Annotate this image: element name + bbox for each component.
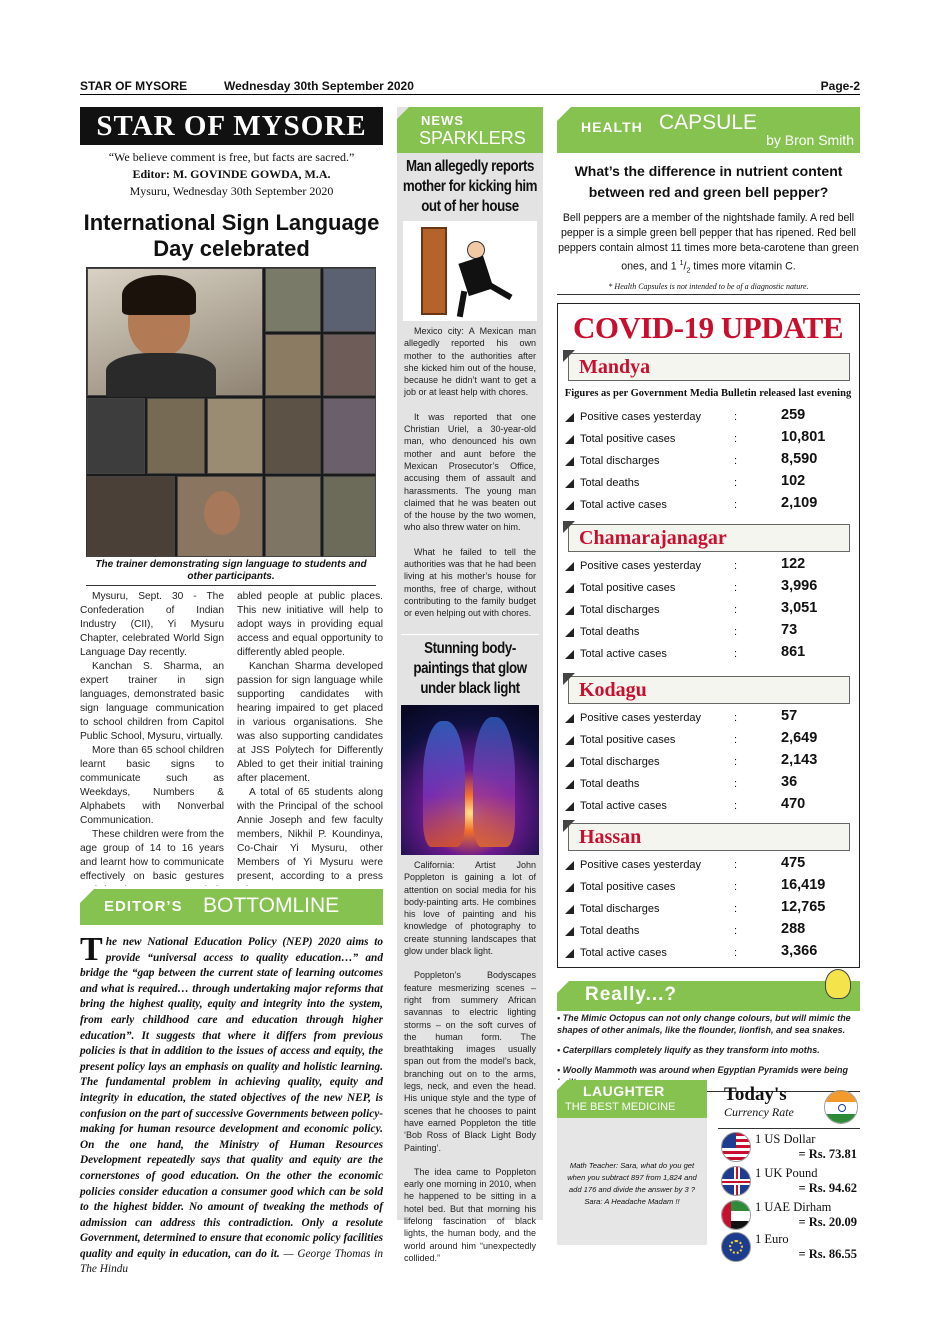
stat-label: Total active cases	[580, 648, 667, 660]
triangle-bullet-icon	[565, 905, 574, 914]
stat-colon: :	[734, 756, 738, 768]
covid-stat-row	[563, 796, 853, 818]
photo-tile	[265, 268, 321, 332]
covid-stat-row	[563, 877, 853, 899]
stat-label: Total positive cases	[580, 734, 676, 746]
really-header	[557, 981, 860, 1011]
covid-stat-row	[563, 495, 853, 517]
sparklers-label-2: SPARKLERS	[419, 128, 526, 148]
editorial-label-2: BOTTOMLINE	[203, 894, 340, 917]
covid-stat-row	[563, 600, 853, 622]
dateline: Mysuru, Wednesday 30th September 2020	[129, 184, 334, 198]
covid-stat-row	[563, 855, 853, 877]
sparklers-story2-text	[404, 859, 536, 1276]
triangle-bullet-icon	[565, 714, 574, 723]
eu-flag-icon	[721, 1232, 751, 1262]
triangle-bullet-icon	[565, 780, 574, 789]
covid-source: Figures as per Government Media Bulletin released last evening	[564, 388, 852, 399]
triangle-bullet-icon	[565, 457, 574, 466]
health-question: What’s the difference in nutrient content between red and green bell pepper?	[574, 163, 843, 200]
photo-tile	[265, 476, 321, 557]
stat-value: 16,419	[781, 877, 826, 893]
joke	[565, 1160, 699, 1208]
stat-colon: :	[734, 734, 738, 746]
stat-value: 861	[781, 644, 806, 660]
editorial-text	[80, 931, 383, 1278]
story-paragraph: abled people at public places. This new initiative will help to adopt ways in providing equal access and equal opportunity to differently abled people.	[237, 591, 383, 658]
triangle-bullet-icon	[565, 628, 574, 637]
us-flag-icon	[721, 1132, 751, 1162]
triangle-bullet-icon	[565, 949, 574, 958]
stat-colon: :	[734, 881, 738, 893]
stat-colon: :	[734, 925, 738, 937]
really-title: Really...?	[585, 984, 678, 1005]
main-headline: International Sign Language Day celebrated	[83, 210, 380, 261]
story-paragraph: A total of 65 students along with the Principal of the school Annie Joseph and few faculty members, Nikhil P. Koundinya, Co-Chair Yi Mysuru, other Members of Yi Mysuru were present, according to a press	[237, 787, 383, 882]
stat-colon: :	[734, 433, 738, 445]
triangle-bullet-icon	[565, 802, 574, 811]
stat-value: 36	[781, 774, 798, 790]
editorial-label-1: EDITOR’S	[104, 898, 183, 915]
stat-label: Positive cases yesterday	[580, 712, 702, 724]
editorial-source: — George Thomas in The Hindu	[80, 1247, 383, 1276]
masthead-block	[80, 149, 383, 200]
sparklers-story2-headline: Stunning body-paintings that glow under black light	[413, 640, 527, 697]
photo-tile	[147, 398, 205, 474]
stat-label: Positive cases yesterday	[580, 560, 702, 572]
editorial-dropcap: T	[80, 931, 103, 968]
district-heading: Kodagu	[568, 676, 850, 704]
stat-value: 12,765	[781, 899, 826, 915]
health-note: * Health Capsules is not intended to be of a diagnostic nature.	[557, 282, 860, 295]
covid-stat-row	[563, 774, 853, 796]
news-sparklers-column	[397, 107, 543, 1263]
stat-label: Total deaths	[580, 626, 640, 638]
story-column-2	[237, 590, 383, 886]
editorial-body: he new National Education Policy (NEP) 2020 aims to provide “universal access to quality education…” and bridge the “gap between the current state of learning outcomes and what is required… through undertaking major reforms that bring the highest quality, equity and integrity into the system, from early childhood care and education through higher education”. It suggests that where it differs from previous policies is that in addition to the issues of access and equity, the present policy lays an emphasis on quality and holistic learning. The fundamental problem in achieving quality, equity and integrity in education, the stated objectives of the new NEP, is confusion on the part of successive Governments between policy-making for human resource development and economic policy. On the one hand, the Ministry of Human Resources Development repeatedly says that quality and equity are the cornerstones of good education. On the other the economic policies consider education a consumer good which can be sold to the highest bidder. No amount of tweaking the methods of admission can address this contradiction. Only a resolute Government, determined to ensure that economic policy facilities quality and equity in education, can do it.	[80, 936, 383, 1260]
fact-item: • The Mimic Octopus can not only change colours, but will mimic the shapes of other animals, like the flounder, lionfish, and sea snakes.	[557, 1013, 851, 1035]
stat-value: 8,590	[781, 451, 818, 467]
stat-colon: :	[734, 648, 738, 660]
health-label-2: CAPSULE	[659, 111, 758, 134]
stat-value: 3,366	[781, 943, 818, 959]
story-column-1	[80, 590, 224, 886]
currency-name: 1 UK Pound	[755, 1166, 818, 1180]
editorial-header	[80, 889, 383, 925]
photo-tile	[87, 398, 145, 474]
triangle-bullet-icon	[565, 606, 574, 615]
stat-colon: :	[734, 477, 738, 489]
photo-tile	[207, 398, 263, 474]
currency-title: Today's	[724, 1084, 787, 1105]
stat-label: Total positive cases	[580, 433, 676, 445]
stat-colon: :	[734, 604, 738, 616]
laughter-label-2: THE BEST MEDICINE	[565, 1101, 676, 1113]
stat-value: 470	[781, 796, 806, 812]
stat-colon: :	[734, 778, 738, 790]
zoom-call-photo	[86, 267, 376, 557]
health-answer-text-end: times more vitamin C.	[690, 260, 796, 273]
covid-stat-row	[563, 899, 853, 921]
uk-flag-icon	[721, 1166, 751, 1196]
stat-value: 3,051	[781, 600, 818, 616]
photo-caption: The trainer demonstrating sign language to students and other participants.	[86, 559, 376, 586]
sparklers-story1-text	[404, 325, 536, 632]
stat-label: Total discharges	[580, 903, 660, 915]
stat-value: 288	[781, 921, 806, 937]
triangle-bullet-icon	[565, 413, 574, 422]
currency-name: 1 Euro	[755, 1232, 789, 1246]
district-heading: Chamarajanagar	[568, 524, 850, 552]
district-heading: Hassan	[568, 823, 850, 851]
photo-tile	[323, 476, 376, 557]
currency-value: = Rs. 20.09	[798, 1215, 857, 1229]
body-painting-photo	[401, 705, 539, 855]
photo-tile-trainer-2	[177, 476, 263, 557]
story-paragraph: Kanchan Sharma developed passion for sign language while supporting candidates with hearing impaired to get placed in various organisations. She was also supporting candidates at JSS Polytech for Differently Abled to get their initial training after placement.	[237, 661, 383, 784]
health-byline: by Bron Smith	[766, 132, 854, 148]
cartoon-kicked-out	[403, 221, 537, 321]
photo-tile	[87, 476, 175, 557]
covid-stat-row	[563, 644, 853, 666]
stat-label: Total positive cases	[580, 582, 676, 594]
stat-label: Positive cases yesterday	[580, 859, 702, 871]
stat-value: 73	[781, 622, 798, 638]
story-paragraph: Kanchan S. Sharma, an expert trainer in sign languages, demonstrated basic sign language communication to school children from Capitol Public School, Mysuru, virtually.	[80, 661, 224, 742]
lightbulb-icon	[825, 969, 851, 999]
covid-stat-row	[563, 622, 853, 644]
stat-colon: :	[734, 712, 738, 724]
stat-colon: :	[734, 455, 738, 467]
health-label-1: HEALTH	[581, 119, 643, 135]
triangle-bullet-icon	[565, 584, 574, 593]
sparklers-paragraph: Poppleton’s Bodyscapes feature mesmerizing scenes – right from summery African savannas to electric lighting storms – on the soft curves of the human form. The breathtaking images usually span out from the model’s back, branching out on to the arms, legs, neck, and even the head. His unique style and the type of scenes that he chooses to paint have earned Poppleton the title ‘Bob Ross of Black Light Body Painting’.	[404, 970, 536, 1153]
health-answer-text: Bell peppers are a member of the nightshade family. A red bell pepper is a simple green bell pepper that has ripened. Red bell peppers contain almost 11 times more beta-carotene than green ones, and 1	[558, 212, 859, 273]
covid-stat-row	[563, 708, 853, 730]
currency-row-aed	[721, 1200, 861, 1232]
fact-text: The Mimic Octopus can not only change colours, but will mimic the shapes of other animals, like the flounder, lionfish, and sea snakes.	[557, 1013, 851, 1035]
covid-stat-row	[563, 921, 853, 943]
stat-value: 102	[781, 473, 806, 489]
masthead-title: STAR OF MYSORE	[80, 107, 383, 145]
triangle-bullet-icon	[565, 758, 574, 767]
laughter-box	[557, 1080, 707, 1245]
stat-label: Positive cases yesterday	[580, 411, 702, 423]
currency-name: 1 UAE Dirham	[755, 1200, 832, 1214]
health-answer: Bell peppers are a member of the nightshade family. A red bell pepper is a simple green bell pepper that has ripened. Red bell peppers contain almost 11 times more beta-carotene than green ones, and 1 $^1/_2$ times more vitamin C.	[558, 212, 859, 275]
stat-label: Total deaths	[580, 925, 640, 937]
photo-tile	[265, 334, 321, 396]
stat-value: 10,801	[781, 429, 826, 445]
uae-flag-icon	[721, 1200, 751, 1230]
joke-question: Math Teacher: Sara, what do you get when you subtract 897 from 1,824 and add 176 and divide the answer by 3 ?	[567, 1161, 697, 1194]
currency-value: = Rs. 86.55	[798, 1247, 857, 1261]
currency-rate-box	[718, 1084, 860, 1264]
fraction-num: 1	[679, 260, 684, 267]
stat-value: 2,649	[781, 730, 818, 746]
covid-update-box	[557, 303, 860, 968]
sparklers-paragraph: What he failed to tell the authorities was that he had been living at his mother’s house for months, free of charge, without contributing to the family budget or even helping out with chores.	[404, 546, 536, 619]
header-date: Wednesday 30th September 2020	[224, 79, 414, 93]
fact-item: • Caterpillars completely liquify as they transform into moths.	[557, 1045, 820, 1055]
header-page: Page-2	[820, 79, 860, 93]
stat-label: Total positive cases	[580, 881, 676, 893]
stat-label: Total discharges	[580, 455, 660, 467]
covid-stat-row	[563, 943, 853, 965]
photo-tile	[265, 398, 321, 474]
currency-row-eur	[721, 1232, 861, 1264]
stat-value: 2,143	[781, 752, 818, 768]
currency-value: = Rs. 94.62	[798, 1181, 857, 1195]
currency-value: = Rs. 73.81	[798, 1147, 857, 1161]
stat-colon: :	[734, 903, 738, 915]
photo-tile	[323, 398, 376, 474]
currency-subtitle: Currency Rate	[724, 1105, 794, 1119]
triangle-bullet-icon	[565, 501, 574, 510]
fact-text: Woolly Mammoth was around when Egyptian Pyramids were being	[562, 1065, 849, 1075]
covid-stat-row	[563, 407, 853, 429]
covid-stat-row	[563, 578, 853, 600]
stat-label: Total deaths	[580, 778, 640, 790]
stat-colon: :	[734, 560, 738, 572]
sparklers-paragraph: California: Artist John Poppleton is gaining a lot of attention on social media for his body-painting arts. He combines his love of painting and his knowledge of photography to create stunning landscapes that glow under black light.	[404, 860, 536, 957]
story-paragraph: More than 65 school children learnt basic signs to communicate such as Weekdays, Numbers & Alphabets with Nonverbal Communication.	[80, 745, 224, 826]
story-paragraph: These children were from the age group of 14 to 16 years and learnt how to communicate effectively on basic gestures	[80, 829, 224, 882]
health-capsule-header	[557, 107, 860, 153]
stat-colon: :	[734, 411, 738, 423]
currency-name: 1 US Dollar	[755, 1132, 816, 1146]
sparklers-label-1: NEWS	[421, 113, 464, 128]
district-heading: Mandya	[568, 353, 850, 381]
covid-stat-row	[563, 429, 853, 451]
stat-label: Total active cases	[580, 800, 667, 812]
covid-stat-row	[563, 473, 853, 495]
stat-colon: :	[734, 499, 738, 511]
triangle-bullet-icon	[565, 927, 574, 936]
fact-item: • Woolly Mammoth was around when Egyptian Pyramids were being	[557, 1064, 860, 1092]
stat-value: 3,996	[781, 578, 818, 594]
stat-label: Total discharges	[580, 756, 660, 768]
stat-value: 475	[781, 855, 806, 871]
stat-colon: :	[734, 800, 738, 812]
laughter-header	[557, 1080, 707, 1118]
covid-title: COVID-19 UPDATE	[572, 310, 844, 345]
triangle-bullet-icon	[565, 479, 574, 488]
stat-value: 122	[781, 556, 806, 572]
sparklers-paragraph: Mexico city: A Mexican man allegedly reported his own mother to the authorities after she kicked him out of the house, because he didn’t want to get a job or at least help with chores.	[404, 326, 536, 398]
triangle-bullet-icon	[565, 861, 574, 870]
covid-stat-row	[563, 451, 853, 473]
joke-answer: Sara: A Headache Madam !!	[584, 1197, 680, 1206]
triangle-bullet-icon	[565, 562, 574, 571]
covid-stat-row	[563, 752, 853, 774]
currency-row-usd	[721, 1132, 861, 1164]
triangle-bullet-icon	[565, 650, 574, 659]
photo-tile-trainer	[87, 268, 263, 396]
story-paragraph: Mysuru, Sept. 30 - The Confederation of Indian Industry (CII), Yi Mysuru Chapter, celebrated World Sign Language Day recently.	[80, 591, 224, 658]
photo-tile	[323, 334, 376, 396]
header-paper: STAR OF MYSORE	[80, 79, 188, 93]
photo-tile	[323, 268, 376, 332]
stat-colon: :	[734, 626, 738, 638]
triangle-bullet-icon	[565, 435, 574, 444]
covid-stat-row	[563, 556, 853, 578]
sparklers-paragraph: It was reported that one Christian Uriel, a 30-year-old man, who denounced his own mother and aunt before the Mexican Prosecutor’s Office, accusing them of assault and harassments. The young man claimed that he was beaten out of the house by the two women, who also threw water on him.	[404, 411, 536, 533]
india-flag-icon	[824, 1090, 858, 1124]
stat-value: 259	[781, 407, 806, 423]
sparklers-header	[397, 107, 543, 153]
laughter-label-1: LAUGHTER	[583, 1083, 665, 1099]
fraction-den: 2	[686, 267, 691, 275]
stat-label: Total active cases	[580, 499, 667, 511]
currency-row-gbp	[721, 1166, 861, 1198]
editor-line: Editor: M. GOVINDE GOWDA, M.A.	[132, 167, 331, 181]
fact-text: Caterpillars completely liquify as they transform into moths.	[562, 1045, 820, 1055]
page-header	[80, 79, 860, 95]
covid-stat-row	[563, 730, 853, 752]
motto: “We believe comment is free, but facts are sacred.”	[108, 150, 355, 164]
triangle-bullet-icon	[565, 736, 574, 745]
stat-label: Total deaths	[580, 477, 640, 489]
stat-colon: :	[734, 582, 738, 594]
sparklers-story1-headline: Man allegedly reports mother for kicking him out of her house	[402, 158, 538, 215]
stat-colon: :	[734, 947, 738, 959]
stat-value: 57	[781, 708, 798, 724]
triangle-bullet-icon	[565, 883, 574, 892]
stat-value: 2,109	[781, 495, 818, 511]
stat-label: Total discharges	[580, 604, 660, 616]
stat-colon: :	[734, 859, 738, 871]
sparklers-paragraph: The idea came to Poppleton early one morning in 2010, when he happened to be sitting in a hotel bed. But that morning his lifelong fascination of black lights, the human body, and the world around him “unexpectedly collided.”	[404, 1166, 536, 1263]
stat-label: Total active cases	[580, 947, 667, 959]
